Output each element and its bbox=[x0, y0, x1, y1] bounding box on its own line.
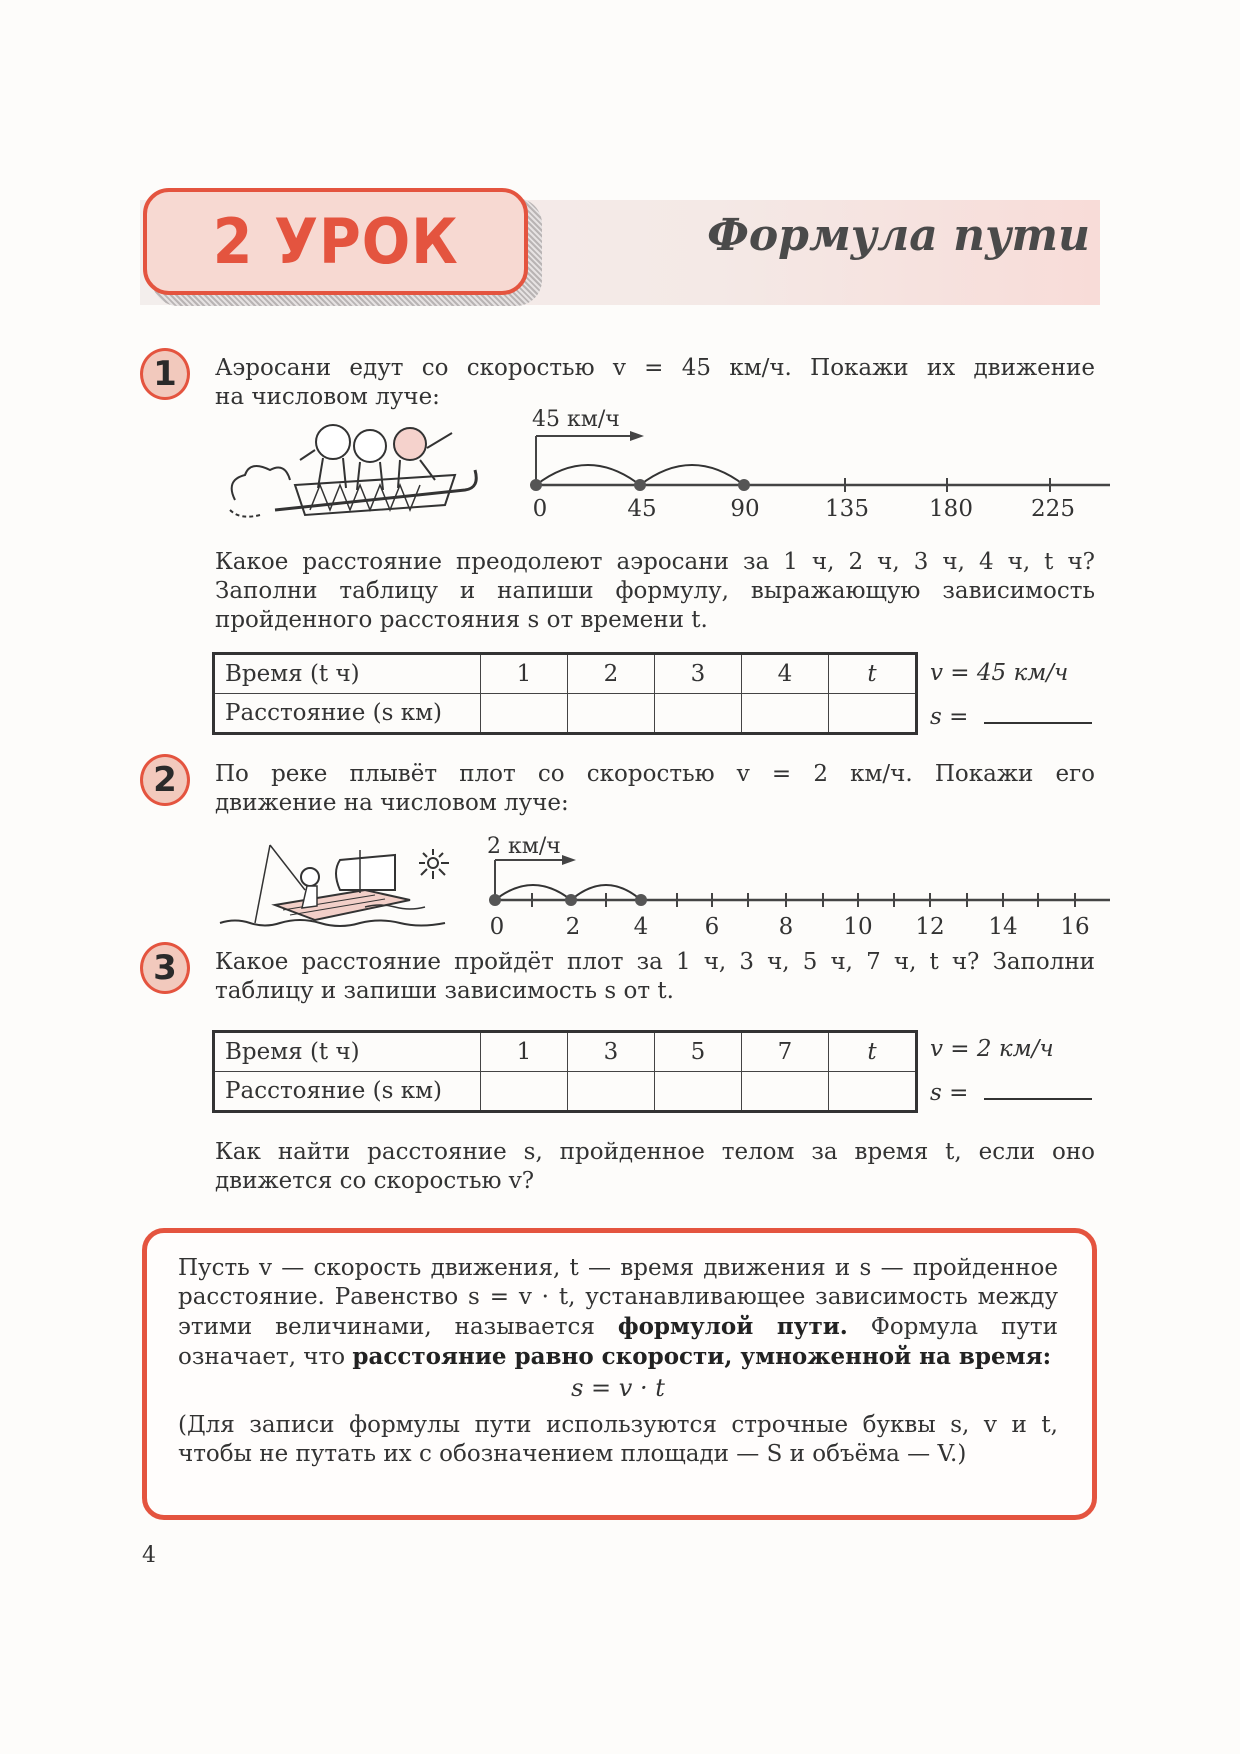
table-cell: 5 bbox=[655, 1032, 742, 1072]
tick-label: 4 bbox=[633, 914, 649, 940]
tick-label: 90 bbox=[730, 496, 760, 520]
lesson-badge bbox=[143, 188, 528, 295]
table-cell: 7 bbox=[742, 1032, 829, 1072]
table-row bbox=[214, 1072, 917, 1112]
rule-text-part: Пусть v — скорость движения, t — время движения и s — пройденное расстояние. Равенство s = v · t, устанавливающее зависимость между этими величинами, называется bbox=[178, 1255, 1058, 1340]
tick-label: 2 bbox=[565, 914, 581, 940]
answer-cell[interactable] bbox=[829, 1072, 917, 1112]
tick-label: 6 bbox=[704, 914, 720, 940]
answer-cell[interactable] bbox=[481, 1072, 568, 1112]
task1-table bbox=[212, 652, 918, 735]
lesson-title: Формула пути bbox=[707, 210, 1090, 261]
task-number-1: 1 bbox=[140, 348, 190, 400]
table-header-time: Время (t ч) bbox=[214, 654, 481, 694]
tick-label: 0 bbox=[532, 496, 548, 520]
table-cell: 2 bbox=[568, 654, 655, 694]
speed-label-2: 2 км/ч bbox=[487, 834, 561, 859]
number-line-2 bbox=[470, 830, 1110, 945]
rule-note: (Для записи формулы пути используются строчные буквы s, v и t, чтобы не путать их с обозначением площади — S и объёма — V.) bbox=[178, 1412, 1058, 1467]
rule-definition bbox=[178, 1254, 1058, 1372]
formula-prompt: s = bbox=[930, 704, 969, 730]
raft-illustration bbox=[215, 835, 455, 940]
task-number-3: 3 bbox=[140, 942, 190, 994]
speed-label-1: 45 км/ч bbox=[532, 407, 620, 432]
answer-cell[interactable] bbox=[829, 694, 917, 734]
answer-cell[interactable] bbox=[742, 694, 829, 734]
task1-question: Какое расстояние преодолеют аэросани за 1 ч, 2 ч, 3 ч, 4 ч, t ч? Заполни таблицу и напиши формулу, выражающую зависимость пройденного расстояния s от времени t. bbox=[215, 549, 1095, 633]
tick-label: 135 bbox=[825, 496, 869, 520]
table-cell: t bbox=[829, 654, 917, 694]
table-cell: 3 bbox=[655, 654, 742, 694]
tick-label: 45 bbox=[627, 496, 657, 520]
page-number: 4 bbox=[142, 1543, 156, 1568]
answer-cell[interactable] bbox=[655, 1072, 742, 1112]
task1-text-line2: на числовом луче: bbox=[215, 384, 440, 410]
table-cell: 3 bbox=[568, 1032, 655, 1072]
task2-text bbox=[215, 760, 1095, 818]
answer-cell[interactable] bbox=[742, 1072, 829, 1112]
answer-cell[interactable] bbox=[481, 694, 568, 734]
tick-label: 8 bbox=[778, 914, 794, 940]
task2-text-line1: По реке плывёт плот со скоростью v = 2 км/ч. Покажи его bbox=[215, 761, 1095, 787]
aerosleigh-illustration bbox=[215, 420, 495, 540]
tick-label: 0 bbox=[489, 914, 505, 940]
task3-followup: Как найти расстояние s, пройденное телом за время t, если оно движется со скоростью v? bbox=[215, 1139, 1095, 1194]
tick-label: 10 bbox=[843, 914, 873, 940]
tick-label: 16 bbox=[1060, 914, 1090, 940]
rule-text bbox=[178, 1254, 1058, 1469]
tick-label: 14 bbox=[988, 914, 1018, 940]
lesson-badge-label: 2 УРОК bbox=[212, 205, 459, 278]
task3-table bbox=[212, 1030, 918, 1113]
table-cell: 4 bbox=[742, 654, 829, 694]
table-cell: 1 bbox=[481, 1032, 568, 1072]
formula-prompt: s = bbox=[930, 1080, 969, 1106]
task2-text-line2: движение на числовом луче: bbox=[215, 790, 569, 816]
task3-question: Какое расстояние пройдёт плот за 1 ч, 3 ч, 5 ч, 7 ч, t ч? Заполни таблицу и запиши зависимость s от t. bbox=[215, 949, 1095, 1004]
answer-cell[interactable] bbox=[655, 694, 742, 734]
rule-emphasis: расстояние равно скорости, умноженной на время: bbox=[352, 1343, 1052, 1370]
task-number-2: 2 bbox=[140, 754, 190, 806]
table-header-time: Время (t ч) bbox=[214, 1032, 481, 1072]
table-row bbox=[214, 654, 917, 694]
table-cell: t bbox=[829, 1032, 917, 1072]
task1-formula-line bbox=[930, 700, 1092, 730]
answer-cell[interactable] bbox=[568, 1072, 655, 1112]
tick-label: 180 bbox=[929, 496, 973, 520]
table-header-distance: Расстояние (s км) bbox=[214, 694, 481, 734]
formula-answer-blank[interactable] bbox=[984, 1076, 1092, 1100]
number-line-1 bbox=[470, 400, 1110, 520]
formula-answer-blank[interactable] bbox=[984, 700, 1092, 724]
table-row bbox=[214, 1032, 917, 1072]
task3-formula-line bbox=[930, 1076, 1092, 1106]
task1-text-line1: Аэросани едут со скоростью v = 45 км/ч. Покажи их движение bbox=[215, 355, 1095, 381]
table-cell: 1 bbox=[481, 654, 568, 694]
tick-label: 12 bbox=[915, 914, 945, 940]
table-row bbox=[214, 694, 917, 734]
answer-cell[interactable] bbox=[568, 694, 655, 734]
table-header-distance: Расстояние (s км) bbox=[214, 1072, 481, 1112]
tick-label: 225 bbox=[1031, 496, 1075, 520]
task3-speed-note: v = 2 км/ч bbox=[930, 1036, 1054, 1062]
rule-formula: s = v · t bbox=[571, 1374, 665, 1402]
task1-speed-note: v = 45 км/ч bbox=[930, 660, 1069, 686]
rule-term: формулой пути. bbox=[617, 1313, 848, 1340]
rule-text-part: Формула пути означает, что bbox=[178, 1314, 1058, 1370]
